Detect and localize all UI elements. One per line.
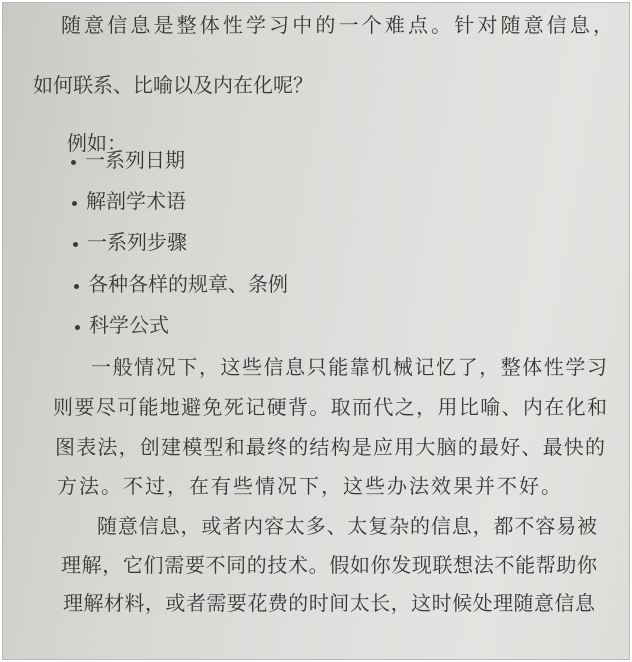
- bullet-icon: [73, 242, 78, 247]
- paragraph-2-line-1: 一般情况下，这些信息只能靠机械记忆了，整体性学习: [91, 355, 607, 379]
- paragraph-3-line-3: 理解材料，或者需要花费的时间太长，这时候处理随意信息: [63, 591, 595, 615]
- list-item: 解剖学术语: [86, 189, 186, 213]
- paragraph-2-line-4: 方法。不过，在有些情况下，这些办法效果并不好。: [57, 474, 563, 498]
- paragraph-2-line-3: 图表法，创建模型和最终的结构是应用大脑的最好、最快的: [55, 435, 605, 459]
- paragraph-1-line-2: 如何联系、比喻以及内在化呢？: [33, 73, 313, 97]
- list-item: 各种各样的规章、条例: [88, 272, 288, 296]
- book-page: [2, 2, 630, 660]
- bullet-icon: [71, 160, 76, 165]
- bullet-icon: [74, 284, 79, 289]
- list-item: 一系列步骤: [87, 230, 187, 254]
- bullet-icon: [72, 201, 77, 206]
- list-item: 科学公式: [89, 313, 169, 337]
- paragraph-1-line-1: 随意信息是整体性学习中的一个难点。针对随意信息，: [61, 13, 613, 37]
- examples-label: 例如：: [67, 131, 127, 155]
- bullet-icon: [75, 325, 80, 330]
- paragraph-3-line-1: 随意信息，或者内容太多、太复杂的信息，都不容易被: [97, 514, 597, 538]
- paragraph-3-line-2: 理解，它们需要不同的技术。假如你发现联想法不能帮助你: [61, 553, 597, 577]
- paragraph-2-line-2: 则要尽可能地避免死记硬背。取而代之，用比喻、内在化和: [53, 395, 607, 419]
- list-item: 一系列日期: [85, 148, 185, 172]
